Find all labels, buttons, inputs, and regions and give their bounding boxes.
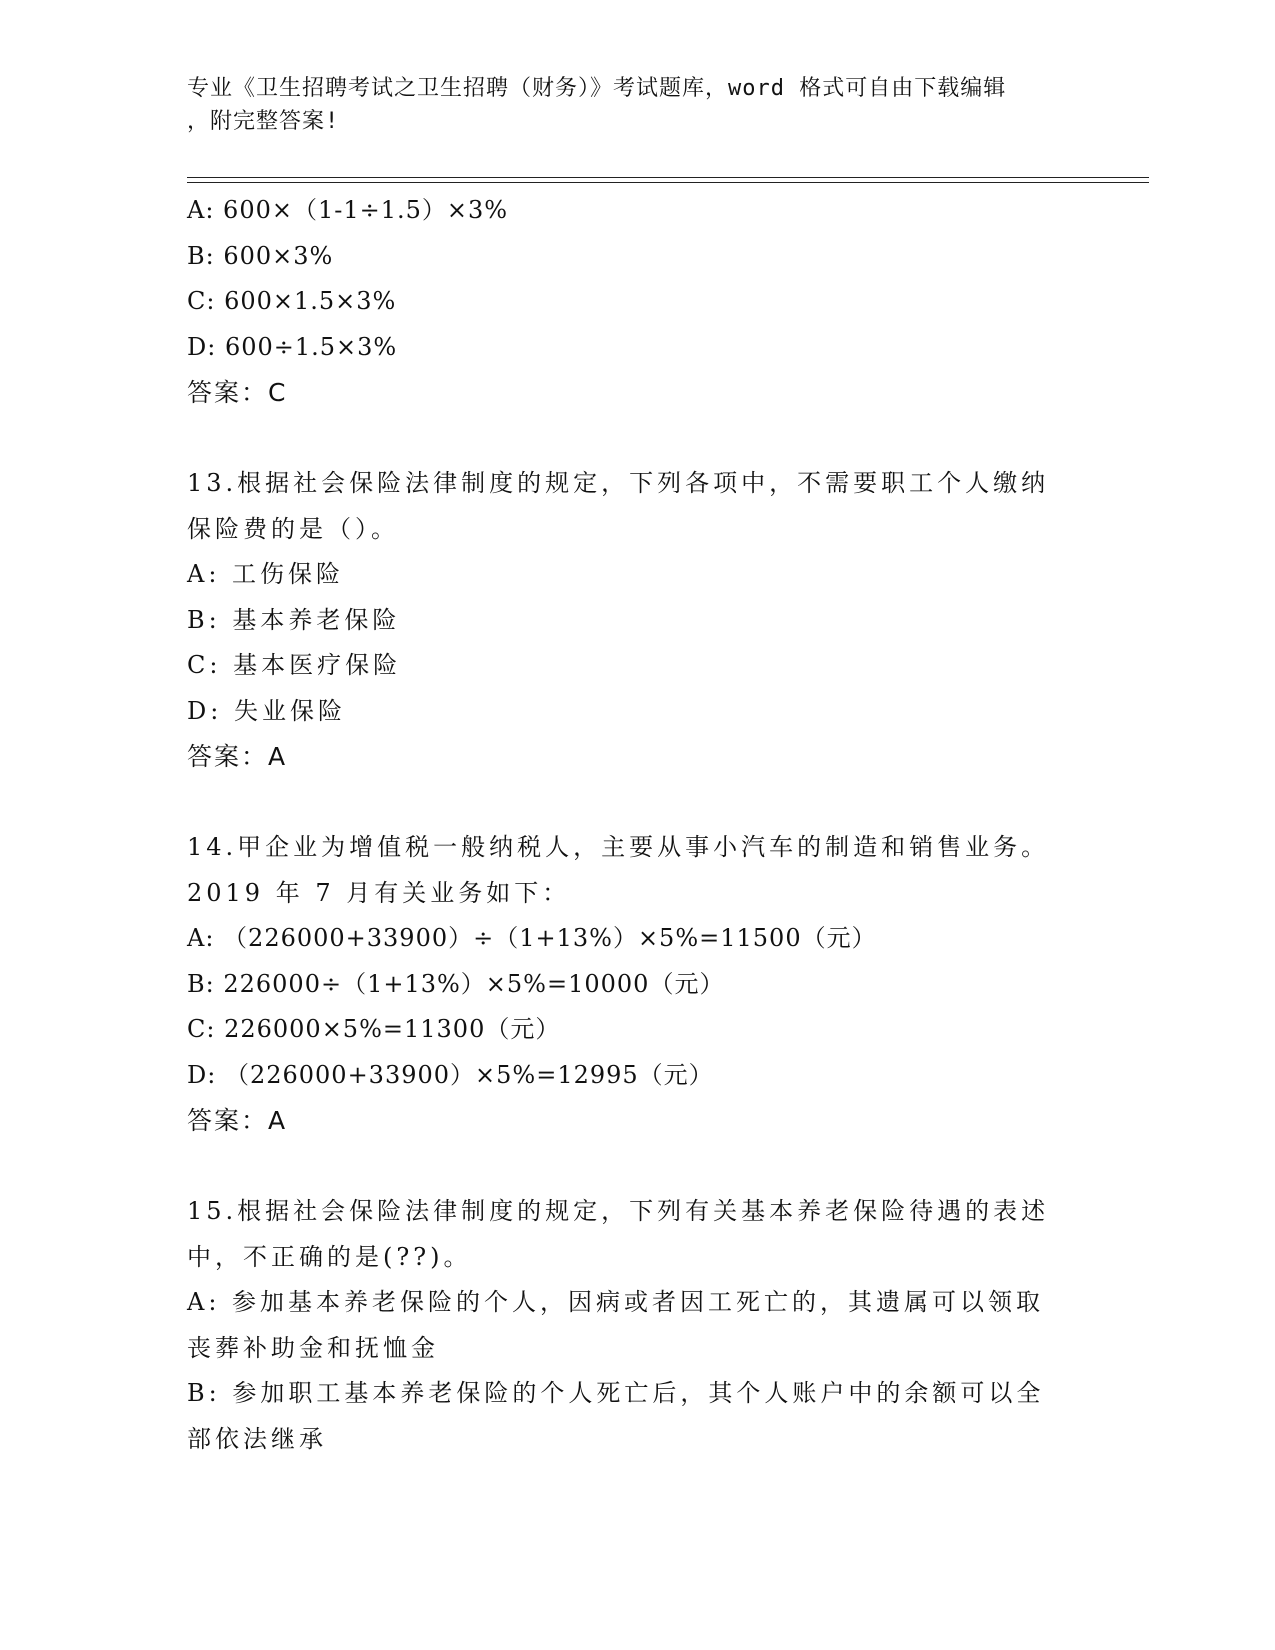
question-13 <box>187 461 1087 780</box>
spacer <box>187 780 1087 826</box>
q15-stem-line-2: 中，不正确的是(??)。 <box>187 1242 472 1271</box>
q12-option-a: A: 600×（1-1÷1.5）×3% <box>187 196 509 224</box>
question-14 <box>187 825 1087 1144</box>
document-header <box>187 72 1067 138</box>
q14-stem-line-2: 2019 年 7 月有关业务如下： <box>187 878 571 907</box>
q14-answer: 答案：A <box>187 1106 288 1135</box>
question-15 <box>187 1189 1087 1462</box>
q14-option-d: D: （226000+33900）×5%=12995（元） <box>187 1060 714 1089</box>
header-divider-top <box>187 177 1149 178</box>
q13-option-c: C: 基本医疗保险 <box>187 651 402 679</box>
header-line-2: ，附完整答案! <box>187 109 340 134</box>
q13-answer: 答案：A <box>187 742 288 771</box>
header-divider-bottom <box>187 182 1149 183</box>
q15-option-b-line-2: 部依法继承 <box>187 1424 327 1453</box>
q13-option-d: D: 失业保险 <box>187 696 346 725</box>
q13-option-b: B: 基本养老保险 <box>187 605 401 634</box>
spacer <box>187 1144 1087 1190</box>
q14-option-b: B: 226000÷（1+13%）×5%=10000（元） <box>187 969 725 998</box>
q15-option-a-line-1: A: 参加基本养老保险的个人，因病或者因工死亡的，其遗属可以领取 <box>187 1288 1045 1316</box>
question-12-options <box>187 188 1087 416</box>
q12-option-c: C: 600×1.5×3% <box>187 287 397 315</box>
header-line-1: 专业《卫生招聘考试之卫生招聘（财务）》考试题库，word 格式可自由下载编辑 <box>187 76 1007 101</box>
q14-option-c: C: 226000×5%=11300（元） <box>187 1015 561 1043</box>
q15-option-a-line-2: 丧葬补助金和抚恤金 <box>187 1333 439 1362</box>
question-list <box>187 188 1087 1462</box>
q13-stem-line-2: 保险费的是（）。 <box>187 514 399 543</box>
q14-stem-line-1: 14.甲企业为增值税一般纳税人，主要从事小汽车的制造和销售业务。 <box>187 833 1050 861</box>
q14-option-a: A: （226000+33900）÷（1+13%）×5%=11500（元） <box>187 924 877 952</box>
spacer <box>187 416 1087 462</box>
q15-stem-line-1: 15.根据社会保险法律制度的规定，下列有关基本养老保险待遇的表述 <box>187 1197 1050 1225</box>
q12-answer: 答案：C <box>187 378 288 407</box>
q12-option-b: B: 600×3% <box>187 241 334 270</box>
q13-option-a: A: 工伤保险 <box>187 560 345 588</box>
q13-stem-line-1: 13.根据社会保险法律制度的规定，下列各项中，不需要职工个人缴纳 <box>187 469 1050 497</box>
q12-option-d: D: 600÷1.5×3% <box>187 332 398 361</box>
q15-option-b-line-1: B: 参加职工基本养老保险的个人死亡后，其个人账户中的余额可以全 <box>187 1379 1045 1407</box>
